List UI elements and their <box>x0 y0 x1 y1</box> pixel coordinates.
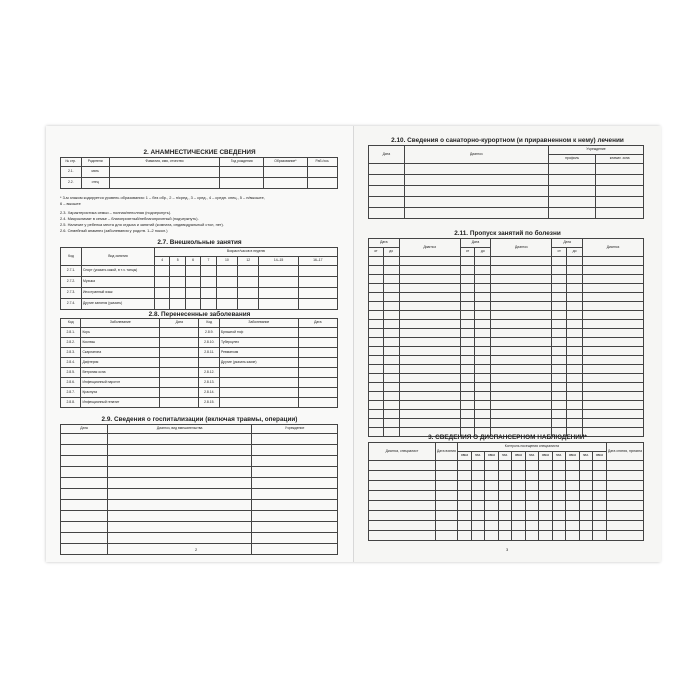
table-header: № стр. <box>61 158 82 167</box>
table-header: Дата <box>369 146 405 164</box>
table-row <box>369 481 644 491</box>
table-row: 2.8.2. Коклюш 2.8.10. Туберкулез <box>61 338 338 348</box>
table-header: Дата снятия, причина <box>606 443 643 461</box>
table-row <box>369 175 644 186</box>
table-row <box>369 410 644 419</box>
table-row <box>369 471 644 481</box>
table-row <box>369 284 644 293</box>
sanatorium-title: 2.10. Сведения о санаторно-курортном (и приравненном к нему) лечении <box>391 137 624 144</box>
note-family-history: 2.6. Семейный анамнез (заболевания у родств. 1–2 покол.) <box>60 228 168 233</box>
table-row <box>369 266 644 275</box>
page-number-left: 2 <box>195 547 198 552</box>
table-row <box>61 478 338 489</box>
table-row <box>61 445 338 456</box>
table-header: Заболевание <box>81 319 160 328</box>
table-header: Дата <box>552 239 583 248</box>
table-row <box>369 329 644 338</box>
table-header: Диагноз <box>404 146 548 164</box>
absence-title: 2.11. Пропуск занятий по болезни <box>454 230 561 237</box>
table-row <box>369 383 644 392</box>
table-row <box>369 531 644 541</box>
table-header: Раб./хоз. <box>307 158 337 167</box>
note-education-code-2: 6 – высшее <box>60 201 81 206</box>
left-page <box>46 126 353 562</box>
table-header: Год рождения <box>220 158 264 167</box>
absence-table: Дата Диагноз Дата Диагноз Дата Диагноз от до от до от до <box>368 238 644 437</box>
right-page <box>353 126 661 562</box>
table-row <box>61 522 338 533</box>
table-row <box>61 434 338 445</box>
extracurricular-title: 2.7. Внешкольные занятия <box>157 239 242 246</box>
table-row <box>369 320 644 329</box>
dispensary-table: Диагноз, специалист Дата взятия Контроль посещения специалиста Дата снятия, причина явка наз. явка наз. явка наз. явка наз. явка наз. явка <box>368 442 644 541</box>
note-education-code: * 3-м знаком кодируется уровень образования: 1 – без обр., 2 – н/сред., 3 – сред., 4 – средн. спец., 5 – н/высшее, <box>60 195 265 200</box>
anamnesis-title: 2. АНАМНЕСТИЧЕСКИЕ СВЕДЕНИЯ <box>143 149 256 156</box>
table-header: Учреждение <box>252 425 338 434</box>
table-row <box>369 197 644 208</box>
table-row: 2.7.2. Музыка <box>61 277 338 288</box>
table-row <box>369 501 644 511</box>
note-family: 2.3. Характеристика семьи – полная/неполная (подчеркнуть). <box>60 210 172 215</box>
past-diseases-table <box>60 318 338 408</box>
table-header: Учреждение <box>548 146 643 155</box>
table-row: 2.8.8. Инфекционный гепатит 2.8.15. <box>61 398 338 408</box>
table-header: Дата <box>460 239 491 248</box>
table-row <box>369 356 644 365</box>
note-rest-place: 2.5. Наличие у ребенка места для отдыха и занятий (комната, индивидуальный стол, нет). <box>60 222 224 227</box>
table-row <box>369 164 644 175</box>
table-header: Фамилия, имя, отчество <box>109 158 219 167</box>
table-row: 2.8.7. Краснуха 2.8.14. <box>61 388 338 398</box>
table-row <box>369 208 644 219</box>
table-header: Дата <box>298 319 337 328</box>
table-row <box>369 392 644 401</box>
table-row <box>369 511 644 521</box>
table-header: Код <box>61 248 82 266</box>
dispensary-title: 3. СВЕДЕНИЯ О ДИСПАНСЕРНОМ НАБЛЮДЕНИИ* <box>428 434 587 441</box>
table-row <box>369 302 644 311</box>
extracurricular-table: Код Вид занятия Возраст/часов в неделю 4 5 6 7 10 12 14–15 16–17 2.7.1. Спорт (указать какой, в т.ч. танцы) 2.7.2. Музыка 2.7.3. Иностранный язык 2.7.4. Другие занятия (указать) <box>60 247 338 310</box>
table-row: 2.8.5. Ветряная оспа 2.8.12. <box>61 368 338 378</box>
table-row <box>369 186 644 197</box>
table-row <box>61 544 338 555</box>
table-row: 2.7.4. Другие занятия (указать) <box>61 299 338 310</box>
table-header: Образование* <box>264 158 308 167</box>
table-header: Диагноз <box>399 239 460 257</box>
table-row <box>369 347 644 356</box>
table-row <box>369 338 644 347</box>
table-row <box>61 533 338 544</box>
table-header: Родители <box>81 158 109 167</box>
table-row <box>369 461 644 471</box>
table-row: 2.7.3. Иностранный язык <box>61 288 338 299</box>
table-row <box>61 467 338 478</box>
table-row <box>369 365 644 374</box>
table-header: Вид занятия <box>82 248 155 266</box>
table-header: Заболевание <box>220 319 299 328</box>
notebook-spread <box>46 126 660 562</box>
table-row <box>61 500 338 511</box>
table-row <box>61 511 338 522</box>
table-row <box>369 257 644 266</box>
table-row: 2.2. отец <box>61 178 338 189</box>
table-row <box>369 293 644 302</box>
table-row <box>369 374 644 383</box>
table-row <box>369 401 644 410</box>
table-header: Диагноз <box>491 239 552 257</box>
table-header: Код <box>61 319 81 328</box>
table-row: 2.8.4. Дифтерия Другие (указать какие) <box>61 358 338 368</box>
table-header: Контроль посещения специалиста <box>457 443 606 452</box>
table-row: 2.1. мать <box>61 167 338 178</box>
table-row <box>61 489 338 500</box>
sanatorium-table: Дата Диагноз Учреждение профиль климат. зона <box>368 145 644 219</box>
past-diseases-title: 2.8. Перенесенные заболевания <box>148 311 251 318</box>
table-header: Код <box>199 319 220 328</box>
table-row: 2.8.3. Скарлатина 2.8.11. Ревматизм <box>61 348 338 358</box>
anamnesis-table <box>60 157 338 189</box>
table-header: Дата <box>160 319 199 328</box>
note-microclimate: 2.4. Микроклимат в семье – благоприятный/неблагоприятный (подчеркнуть). <box>60 216 199 221</box>
table-row: 2.8.1. Корь 2.8.9. Брюшной тиф <box>61 328 338 338</box>
table-header: Диагноз, специалист <box>369 443 436 461</box>
hospitalization-title: 2.9. Сведения о госпитализации (включая травмы, операции) <box>101 416 298 423</box>
table-header: Дата <box>61 425 108 434</box>
table-row <box>369 491 644 501</box>
hospitalization-table <box>60 424 338 555</box>
table-header: Возраст/часов в неделю <box>155 248 338 257</box>
page-number-right: 3 <box>506 547 509 552</box>
table-header: Диагноз, вид вмешательства <box>108 425 252 434</box>
table-row <box>369 419 644 428</box>
table-header: Дата <box>369 239 400 248</box>
table-row: 2.7.1. Спорт (указать какой, в т.ч. танцы) <box>61 266 338 277</box>
table-row <box>61 456 338 467</box>
table-row: 2.8.6. Инфекционный паротит 2.8.13. <box>61 378 338 388</box>
table-header: Дата взятия <box>436 443 458 461</box>
table-row <box>369 521 644 531</box>
table-header: Диагноз <box>583 239 644 257</box>
table-row <box>369 311 644 320</box>
table-row <box>369 275 644 284</box>
